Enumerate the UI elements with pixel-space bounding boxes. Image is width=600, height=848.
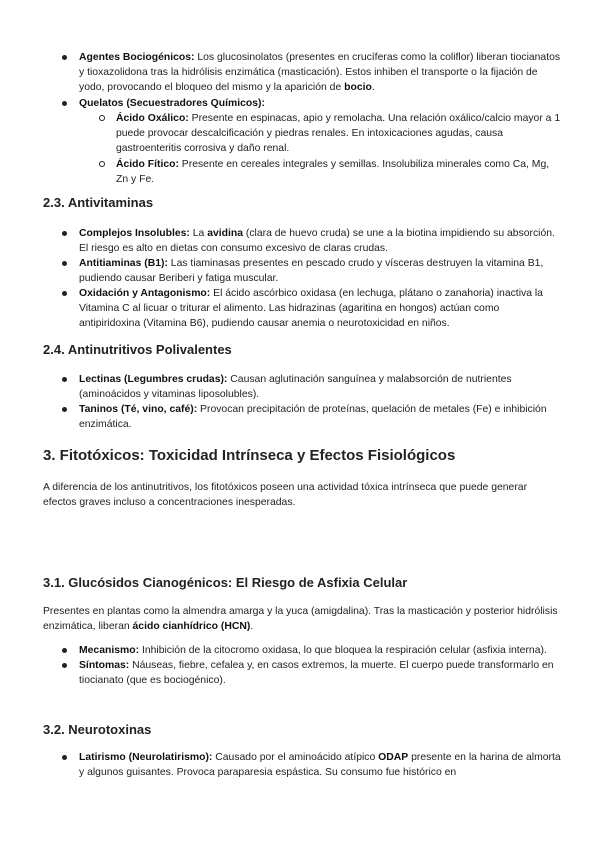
- list-item: [43, 226, 563, 256]
- sublist-item: [79, 157, 563, 187]
- item-term: Oxidación y Antagonismo:: [79, 288, 211, 299]
- item-text: Los glucosinolatos (presentes en crucíferas como la coliflor) liberan tiocianatos y tioxazolidona tras la hidrólisis enzimática (masticación). Estos inhiben el transporte o la fijación de yodo, provocando el bloqueo del mismo y la aparición de: [79, 52, 561, 93]
- section-neurotoxinas-list: [43, 750, 563, 780]
- section-heading: 3.2. Neurotoxinas: [43, 722, 152, 737]
- item-text: (clara de huevo cruda) se une a la biotina impidiendo su absorción. El riesgo es alto en dietas con consumo excesivo de claras crudas.: [79, 228, 555, 254]
- item-term: Ácido Fítico:: [116, 159, 179, 170]
- item-emphasis: ODAP: [378, 752, 409, 763]
- section-intro: [43, 480, 563, 510]
- paragraph-emphasis: ácido cianhídrico (HCN): [132, 621, 251, 632]
- item-text: Presente en cereales integrales y semillas. Insolubiliza minerales como Ca, Mg, Zn y Fe.: [116, 159, 550, 185]
- list-item: [43, 286, 563, 331]
- list-item: [43, 256, 563, 286]
- paragraph-text: Presentes en plantas como la almendra amarga y la yuca (amigdalina). Tras la masticación y posterior hidrólisis enzimática, liberan: [43, 606, 558, 632]
- item-term: Latirismo (Neurolatirismo):: [79, 752, 213, 763]
- item-emphasis: avidina: [207, 228, 244, 239]
- item-emphasis: bocio: [344, 82, 372, 93]
- list-item: [43, 50, 563, 95]
- sublist: [79, 111, 563, 187]
- paragraph: [43, 604, 563, 634]
- item-text: Náuseas, fiebre, cefalea y, en casos extremos, la muerte. El cuerpo puede transformarlo en tiocianato (que es bociogénico).: [79, 660, 554, 686]
- item-text: .: [371, 82, 375, 93]
- antinutrients-list-continued: [43, 50, 563, 187]
- item-text: Las tiaminasas presentes en pescado crudo y vísceras destruyen la vitamina B1, pudiendo causar Beriberi y fatiga muscular.: [79, 258, 544, 284]
- item-term: Taninos (Té, vino, café):: [79, 404, 198, 415]
- item-text: Provocan precipitación de proteínas, quelación de metales (Fe) e inhibición enzimática.: [79, 404, 547, 430]
- item-text: Presente en espinacas, apio y remolacha. Una relación oxálico/calcio mayor a 1 puede provocar descalcificación y piedras renales. En intoxicaciones agudas, causa gastroenteritis corrosiva y daño renal.: [116, 113, 561, 154]
- item-text: Inhibición de la citocromo oxidasa, lo que bloquea la respiración celular (asfixia interna).: [139, 645, 547, 656]
- sublist-item: [79, 111, 563, 156]
- paragraph-text: .: [250, 621, 254, 632]
- section-heading: 2.3. Antivitaminas: [43, 195, 154, 210]
- list-item: [43, 402, 563, 432]
- item-term: Síntomas:: [79, 660, 130, 671]
- item-term: Ácido Oxálico:: [116, 113, 189, 124]
- list-item: [43, 372, 563, 402]
- item-text: La: [189, 228, 208, 239]
- section-heading: 3.1. Glucósidos Cianogénicos: El Riesgo de Asfixia Celular: [43, 575, 408, 590]
- paragraph: A diferencia de los antinutritivos, los fitotóxicos poseen una actividad tóxica intrínseca que puede generar efectos graves incluso a concentraciones inesperadas.: [43, 482, 528, 508]
- item-term: Agentes Bociogénicos:: [79, 52, 195, 63]
- section-antivitaminas-list: [43, 226, 563, 331]
- item-term: Lectinas (Legumbres crudas):: [79, 374, 228, 385]
- list-item: [43, 750, 563, 780]
- chapter-heading: 3. Fitotóxicos: Toxicidad Intrínseca y Efectos Fisiológicos: [43, 447, 456, 464]
- item-term: Quelatos (Secuestradores Químicos):: [79, 98, 265, 109]
- item-term: Complejos Insolubles:: [79, 228, 190, 239]
- item-text: El ácido ascórbico oxidasa (en lechuga, plátano o zanahoria) inactiva la Vitamina C al licuar o triturar el alimento. Las hidrazinas (agaritina en hongos) actúan como antipiridoxina (Vitamina B6), pudiendo causar anemia o neurotoxicidad en niños.: [79, 288, 543, 329]
- list-item: [43, 96, 563, 187]
- list-item: [43, 658, 563, 688]
- list-item: [43, 643, 563, 658]
- item-text: Causado por el aminoácido atípico: [212, 752, 379, 763]
- section-cianogenicos: [43, 604, 563, 688]
- section-polivalentes-list: [43, 372, 563, 432]
- item-text: presente en la harina de almorta y algunos guisantes. Provoca paraparesia espástica. Su consumo fue histórico en: [79, 752, 561, 778]
- item-text: Causan aglutinación sanguínea y malabsorción de nutrientes (aminoácidos y vitaminas liposolubles).: [79, 374, 512, 400]
- item-term: Antitiaminas (B1):: [79, 258, 168, 269]
- item-term: Mecanismo:: [79, 645, 140, 656]
- section-heading: 2.4. Antinutritivos Polivalentes: [43, 342, 232, 357]
